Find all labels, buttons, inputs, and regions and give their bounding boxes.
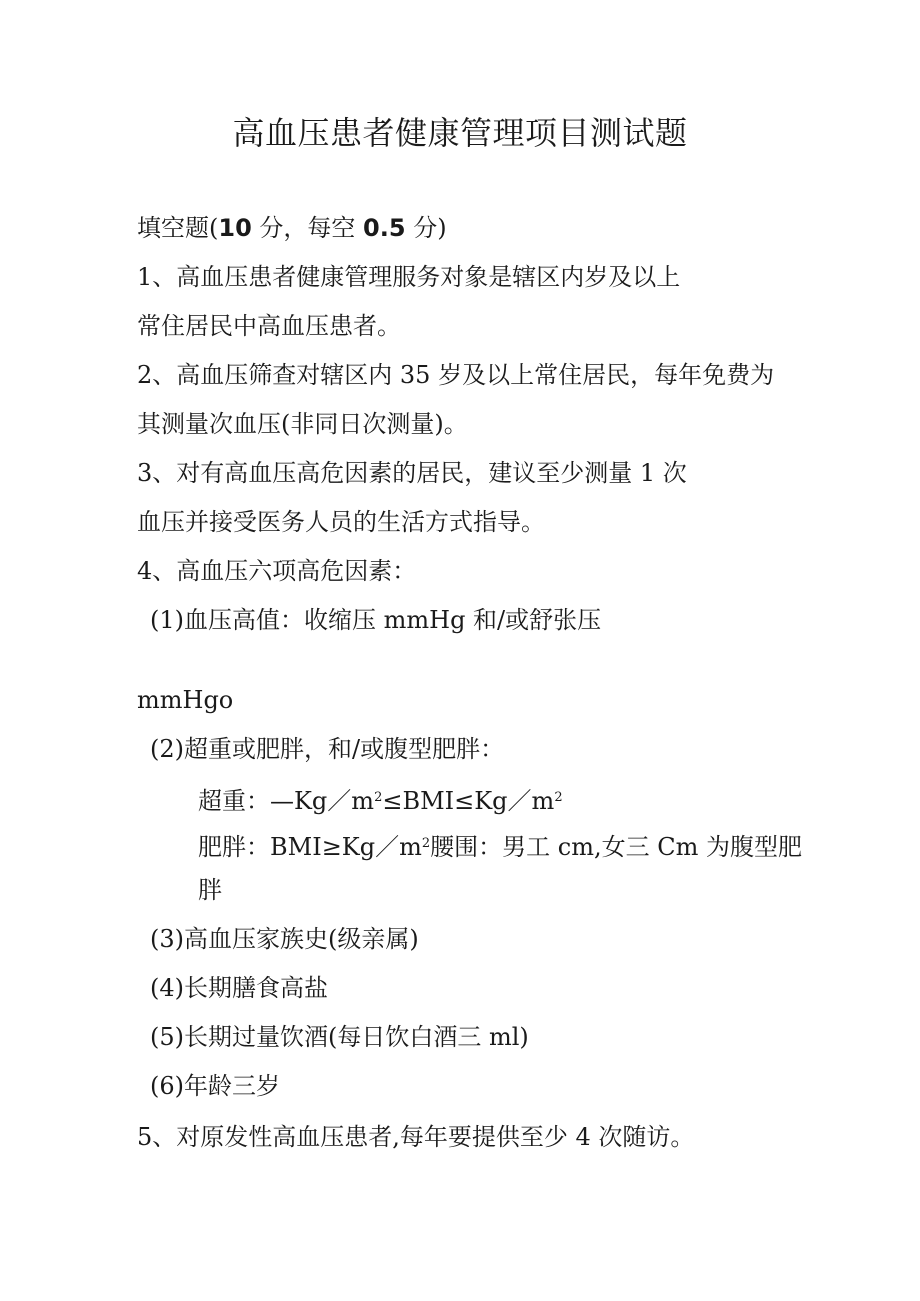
section-header-prefix: 填空题( [137,214,219,242]
risk-factor-5: (5)长期过量饮酒(每日饮白酒三 ml) [150,1023,529,1051]
superscript-2: 2 [554,790,563,805]
risk-factor-4: (4)长期膳食高盐 [150,974,328,1002]
overweight-criteria [198,783,563,816]
obesity-pre: 肥胖：BMI≥Kg／m [198,833,422,861]
risk-factor-3: (3)高血压家族史(级亲属) [150,925,419,953]
risk-factor-1: (1)血压高值：收缩压 mmHg 和/或舒张压 [150,606,602,634]
superscript-2: 2 [421,836,431,851]
question-3-line-2: 血压并接受医务人员的生活方式指导。 [137,508,545,536]
section-header [137,213,447,243]
question-3-line-1: 3、对有高血压高危因素的居民，建议至少测量 1 次 [137,459,687,487]
question-2-line-1: 2、高血压筛查对辖区内 35 岁及以上常住居民，每年免费为 [137,361,775,389]
obesity-criteria [198,829,802,862]
total-points: 10 [218,214,252,242]
superscript-2: 2 [374,790,383,805]
question-1-line-1: 1、高血压患者健康管理服务对象是辖区内岁及以上 [137,263,681,291]
page-title: 高血压患者健康管理项目测试题 [232,114,688,152]
per-blank-points: 0.5 [363,214,406,242]
question-4-heading: 4、高血压六项高危因素： [137,557,417,585]
overweight-pre: 超重：—Kg／m [198,787,375,815]
risk-factor-2: (2)超重或肥胖，和/或腹型肥胖： [150,735,505,763]
overweight-mid: ≤BMI≤Kg／m [382,787,555,815]
section-header-mid: 分，每空 [251,214,364,242]
obesity-post: 腰围：男工 cm,女三 Cm 为腹型肥 [430,833,802,861]
risk-factor-6: (6)年龄三岁 [150,1072,280,1100]
section-header-suffix: 分) [405,214,447,242]
question-5: 5、对原发性高血压患者,每年要提供至少 4 次随访。 [137,1123,695,1151]
risk-factor-1-continued: mmHgo [137,686,234,714]
question-1-line-2: 常住居民中高血压患者。 [137,312,401,340]
question-2-line-2: 其测量次血压(非同日次测量)。 [137,410,468,438]
obesity-criteria-continued: 胖 [198,876,222,904]
